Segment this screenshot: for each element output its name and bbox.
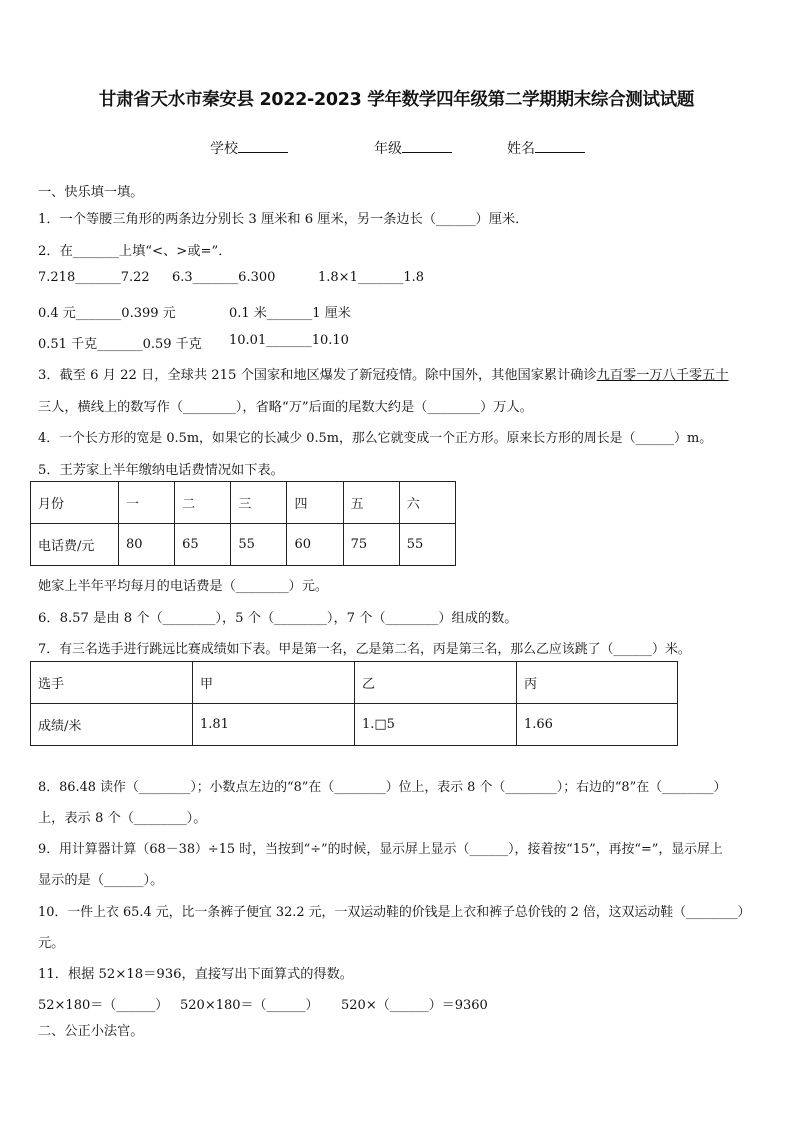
long-jump-table	[30, 661, 678, 746]
grade-field	[374, 138, 452, 158]
table-cell: 丙	[517, 662, 678, 704]
table-row	[31, 524, 456, 566]
table-cell: 三	[231, 482, 287, 524]
table-cell: 1.□5	[355, 704, 517, 746]
compare-item: 7.218_______7.22	[38, 270, 150, 285]
table-cell: 60	[287, 524, 343, 566]
question-5: 5．王芳家上半年缴纳电话费情况如下表。	[38, 463, 284, 478]
table-row	[31, 482, 456, 524]
table-cell: 1.66	[517, 704, 678, 746]
question-3-underlined: 九百零一万八千零五十	[596, 368, 729, 383]
section-1-heading: 一、快乐填一填。	[38, 185, 144, 200]
question-4: 4．一个长方形的宽是 0.5m，如果它的长减少 0.5m，那么它就变成一个正方形。原来长方形的周长是（______）m。	[38, 431, 713, 446]
grade-label: 年级	[374, 141, 402, 157]
question-10-line-2: 元。	[38, 936, 65, 951]
table-cell: 二	[175, 482, 231, 524]
school-field	[210, 138, 288, 158]
section-2-heading: 二、公正小法官。	[38, 1024, 144, 1039]
compare-item: 10.01_______10.10	[229, 333, 349, 348]
compare-item: 6.3_______6.300	[172, 270, 276, 285]
question-8-line-1: 8．86.48 读作（________）；小数点左边的“8”在（________）位上，表示 8 个（________）；右边的“8”在（________）	[38, 780, 727, 795]
table-cell: 乙	[355, 662, 517, 704]
phone-bill-table	[30, 481, 456, 566]
exam-title: 甘肃省天水市秦安县 2022-2023 学年数学四年级第二学期期末综合测试试题	[98, 90, 695, 110]
question-6: 6．8.57 是由 8 个（________），5 个（________），7 个（________）组成的数。	[38, 611, 518, 626]
question-8-line-2: 上，表示 8 个（________）。	[38, 811, 207, 826]
question-3-line-2: 三人，横线上的数写作（________），省略“万”后面的尾数大约是（________）万人。	[38, 400, 533, 415]
table-cell: 65	[175, 524, 231, 566]
table-cell: 五	[343, 482, 399, 524]
calc-item: 520×（______）＝9360	[341, 998, 488, 1013]
table-cell: 55	[399, 524, 455, 566]
question-11: 11．根据 52×18＝936，直接写出下面算式的得数。	[38, 967, 353, 982]
school-blank	[238, 140, 288, 153]
table-cell: 75	[343, 524, 399, 566]
table-cell: 80	[119, 524, 175, 566]
compare-item: 0.1 米_______1 厘米	[229, 306, 351, 321]
question-3-line-1	[38, 364, 729, 383]
table-cell: 选手	[31, 662, 193, 704]
name-label: 姓名	[507, 141, 535, 157]
question-5-answer: 她家上半年平均每月的电话费是（________）元。	[38, 579, 329, 594]
table-cell: 六	[399, 482, 455, 524]
table-cell: 月份	[31, 482, 119, 524]
table-cell: 55	[231, 524, 287, 566]
calc-item: 52×180＝（______）	[38, 998, 169, 1013]
question-9-line-2: 显示的是（______）。	[38, 873, 164, 888]
calc-item: 520×180＝（______）	[180, 998, 319, 1013]
question-3-text: 3．截至 6 月 22 日，全球共 215 个国家和地区爆发了新冠疫情。除中国外，其他国家累计确诊	[38, 368, 597, 383]
compare-item: 1.8×1_______1.8	[318, 270, 425, 285]
question-2: 2．在_______上填“<、>或=”．	[38, 244, 232, 259]
compare-item: 0.4 元_______0.399 元	[38, 306, 176, 321]
school-label: 学校	[210, 141, 238, 157]
grade-blank	[402, 140, 452, 153]
table-cell: 甲	[193, 662, 355, 704]
table-cell: 成绩/米	[31, 704, 193, 746]
table-cell: 一	[119, 482, 175, 524]
name-field	[507, 138, 585, 158]
table-cell: 1.81	[193, 704, 355, 746]
name-blank	[535, 140, 585, 153]
question-9-line-1: 9．用计算器计算（68－38）÷15 时，当按到“÷”的时候，显示屏上显示（______），接着按“15”，再按“=”，显示屏上	[38, 842, 723, 857]
table-cell: 电话费/元	[31, 524, 119, 566]
question-10-line-1: 10．一件上衣 65.4 元，比一条裤子便宜 32.2 元，一双运动鞋的价钱是上衣和裤子总价钱的 2 倍，这双运动鞋（________）	[38, 905, 751, 920]
question-1: 1．一个等腰三角形的两条边分别长 3 厘米和 6 厘米，另一条边长（______）厘米．	[38, 212, 529, 227]
table-cell: 四	[287, 482, 343, 524]
table-row	[31, 662, 678, 704]
compare-item: 0.51 千克_______0.59 千克	[38, 337, 202, 352]
question-7: 7．有三名选手进行跳远比赛成绩如下表。甲是第一名，乙是第二名，丙是第三名，那么乙应该跳了（______）米。	[38, 642, 691, 657]
table-row	[31, 704, 678, 746]
